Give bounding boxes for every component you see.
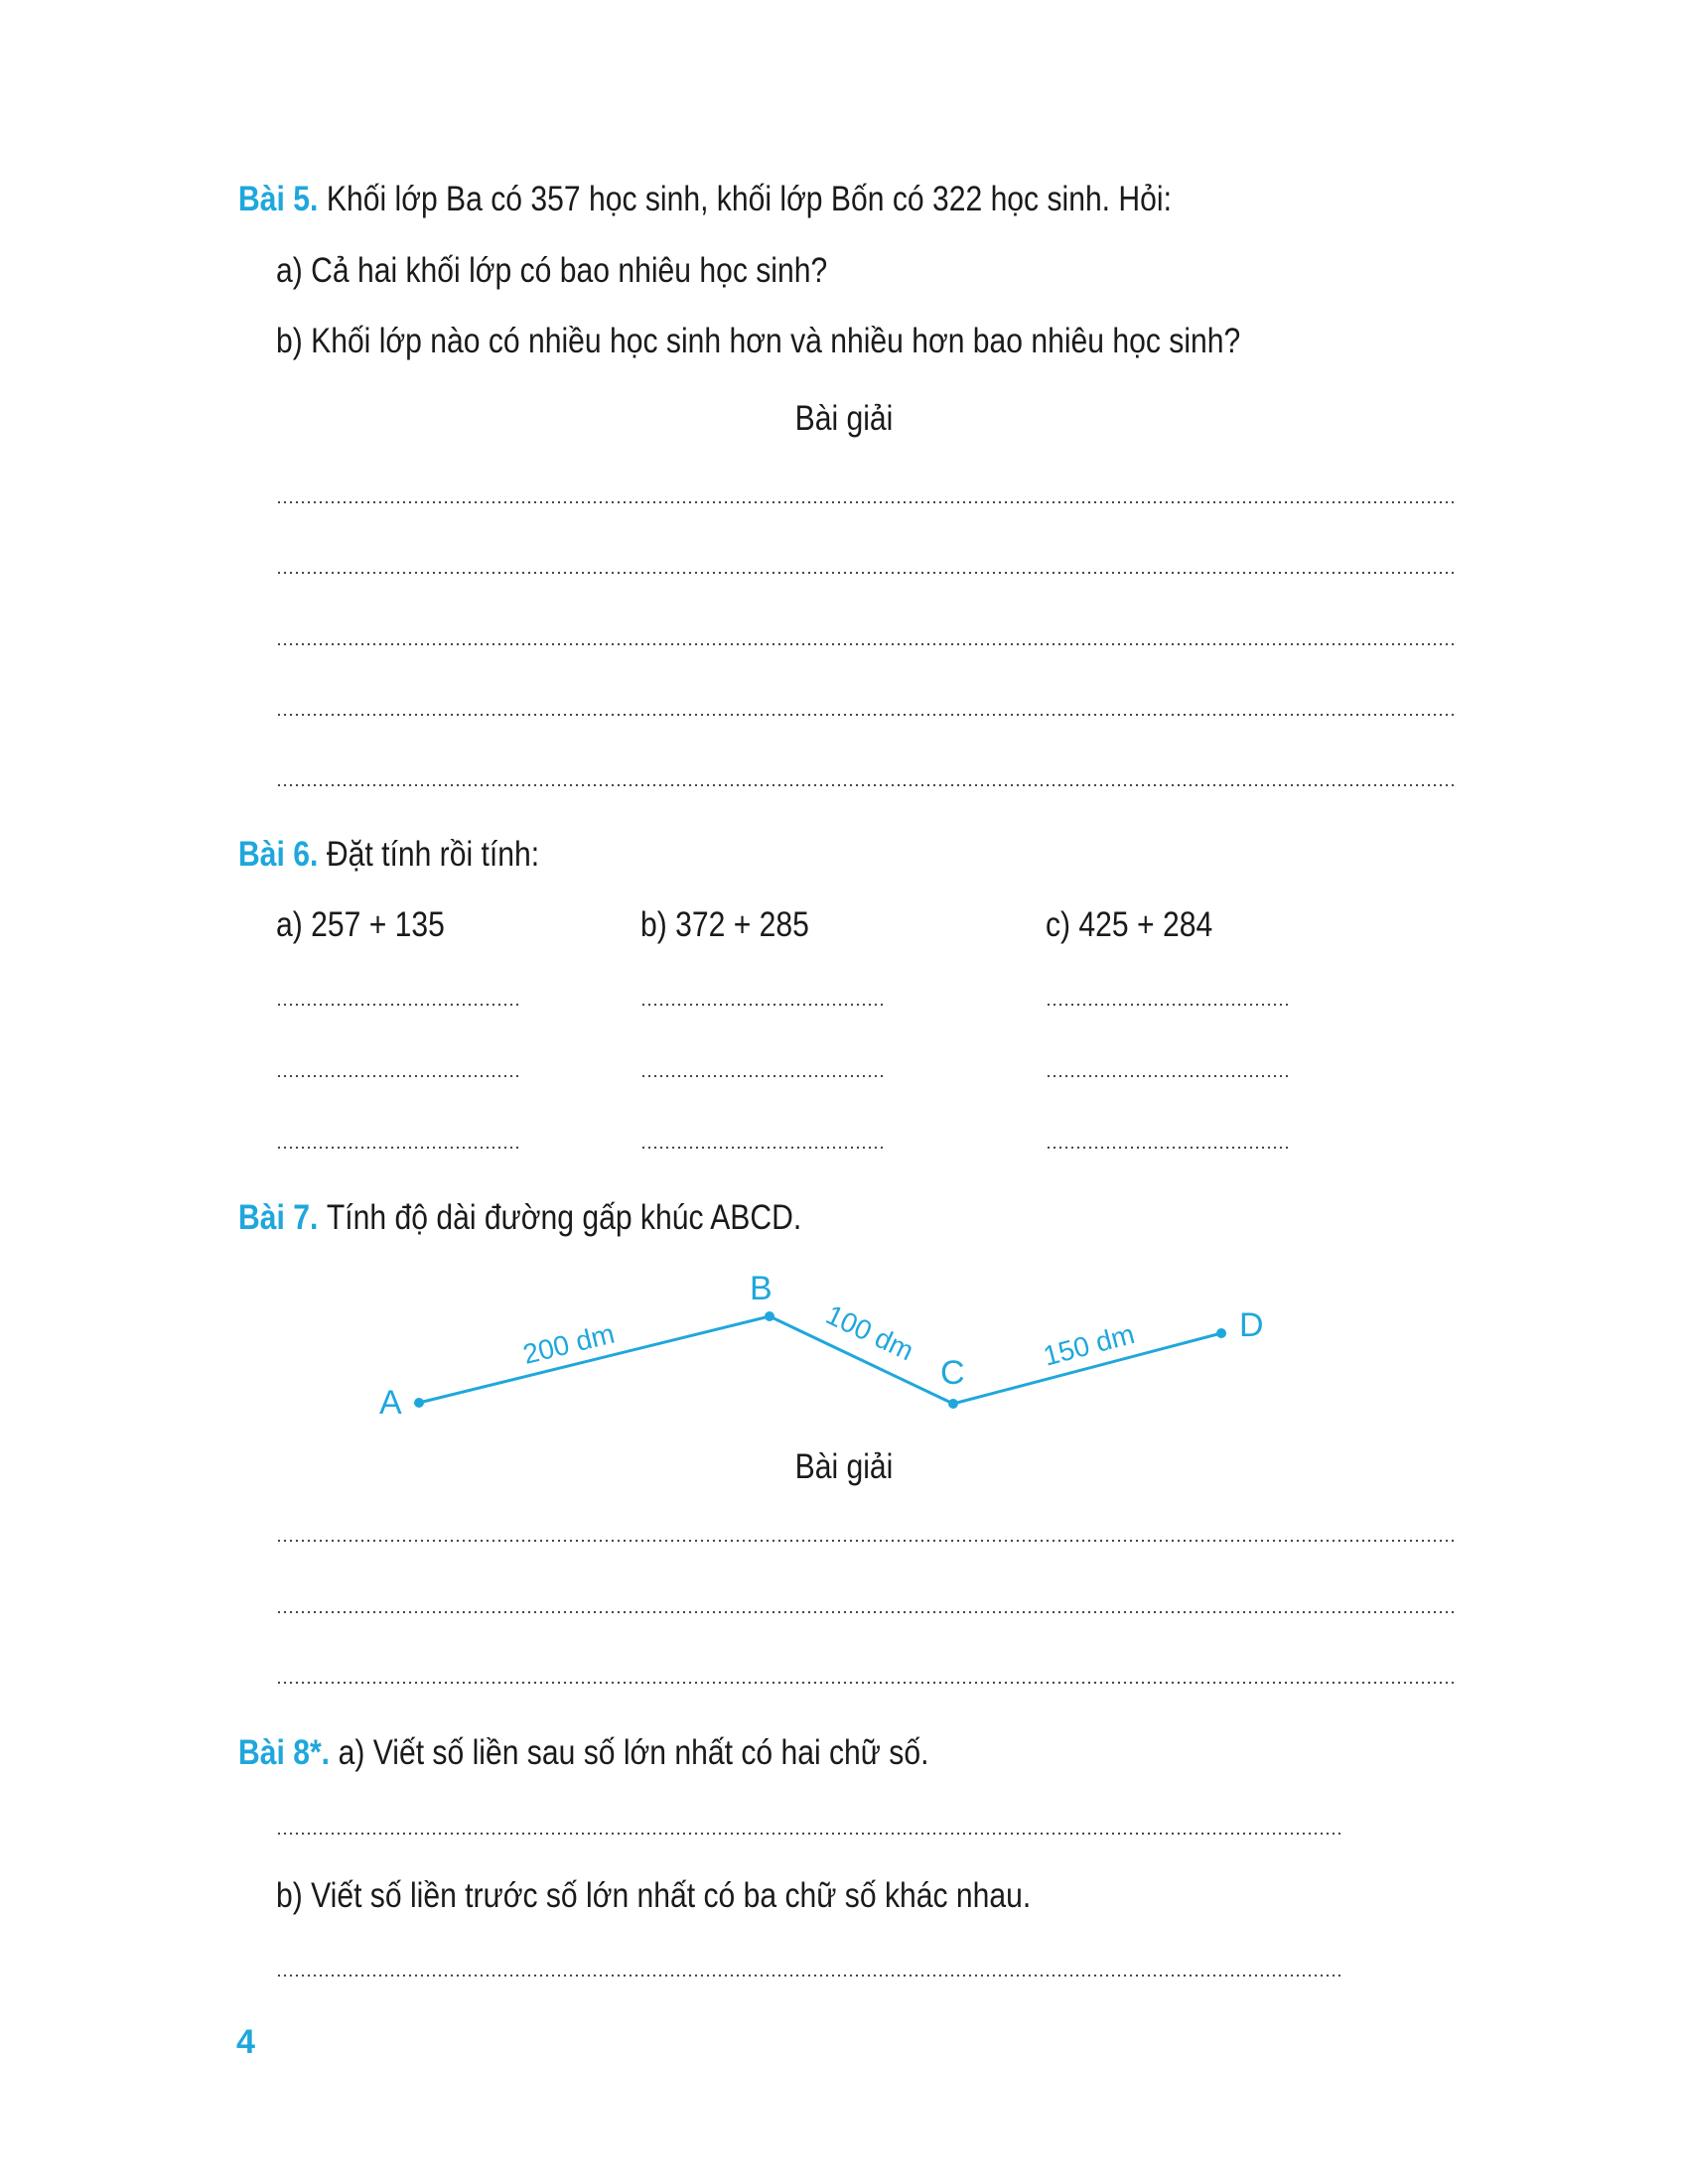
point-b-dot: [765, 1311, 774, 1321]
bai6-a: a) 257 + 135: [276, 905, 445, 944]
segment-cd-label: 150 dm: [1040, 1317, 1138, 1372]
bai5-label: Bài 5.: [238, 180, 319, 218]
bai5-part-a: a) Cả hai khối lớp có bao nhiêu học sinh?: [276, 251, 828, 290]
bai5-solution-title: Bài giải: [794, 399, 894, 438]
bai8-part-b: b) Viết số liền trước số lớn nhất có ba chữ số khác nhau.: [276, 1876, 1032, 1915]
point-a-label: A: [379, 1384, 402, 1422]
point-d-label: D: [1239, 1306, 1264, 1344]
bai7-text: Tính độ dài đường gấp khúc ABCD.: [326, 1198, 802, 1237]
bai5-text: Khối lớp Ba có 357 học sinh, khối lớp Bốn có 322 học sinh. Hỏi:: [326, 180, 1172, 218]
point-c-dot: [948, 1399, 958, 1409]
bai8-b-answer-line[interactable]: [276, 1974, 1343, 1978]
point-a-dot: [414, 1398, 424, 1408]
bai6-b: b) 372 + 285: [640, 905, 809, 944]
bai6-text: Đặt tính rồi tính:: [326, 835, 540, 874]
point-b-label: B: [750, 1270, 773, 1307]
bai8-part-a: a) Viết số liền sau số lớn nhất có hai chữ số.: [338, 1733, 929, 1772]
bai7-label: Bài 7.: [238, 1198, 319, 1237]
point-d-dot: [1216, 1328, 1226, 1338]
segment-ab-label: 200 dm: [519, 1317, 618, 1370]
bai7-answer-line-3[interactable]: [276, 1681, 1458, 1685]
bai6-label: Bài 6.: [238, 835, 319, 874]
page-number: 4: [236, 2023, 255, 2061]
bai6-c: c) 425 + 284: [1046, 905, 1213, 944]
bai8-a-answer-line[interactable]: [276, 1832, 1343, 1836]
bai7-solution-title: Bài giải: [794, 1447, 894, 1486]
bai8-label: Bài 8*.: [238, 1733, 331, 1772]
bai8-question: [238, 1735, 928, 1770]
bai7-answer-line-1[interactable]: [276, 1539, 1458, 1543]
segment-bc-label: 100 dm: [821, 1298, 918, 1367]
point-c-label: C: [940, 1354, 965, 1392]
bai5-part-b: b) Khối lớp nào có nhiều học sinh hơn và nhiều hơn bao nhiêu học sinh?: [276, 322, 1241, 360]
bai7-answer-line-2[interactable]: [276, 1610, 1458, 1614]
